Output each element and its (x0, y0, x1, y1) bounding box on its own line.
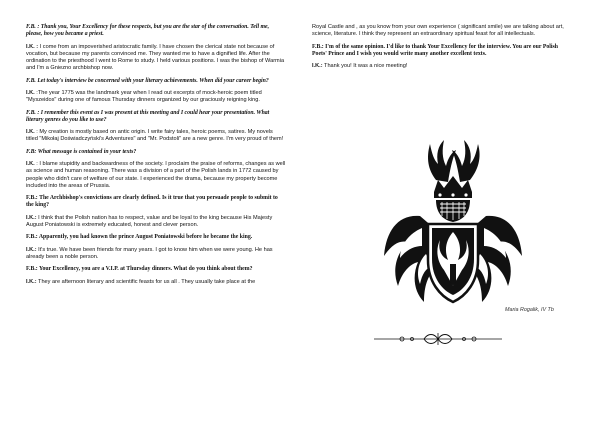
speaker-label: I.K. (26, 161, 35, 168)
interview-paragraph (26, 266, 286, 273)
coat-of-arms-icon (378, 136, 528, 306)
speaker-label: I.K.: (26, 214, 37, 221)
interview-paragraph (312, 24, 574, 38)
interview-paragraph (26, 78, 286, 85)
interview-paragraph (26, 215, 286, 229)
interview-paragraph (26, 44, 286, 73)
speaker-label: F.B. : (26, 24, 40, 30)
speaker-label: I.K.: (26, 246, 37, 253)
paragraph-text: : I remember this event as I was present at this meeting and I could hear your presentation. What literary genres do you like to use? (26, 109, 270, 123)
interview-paragraph (26, 149, 286, 156)
paragraph-text: I come from an impoverished aristocratic family. I have chosen the clerical state not because of vocation, but because my parents convinced me. They wanted me to have a dignified life. After the ordination to the priesthood I went to Rome to study. I held various positions. I was the bishop of Warmia and I'm a Gniezno archbishop now. (26, 43, 285, 72)
speaker-label: F.B: (26, 148, 37, 155)
paragraph-text: I think that the Polish nation has to respect, value and be loyal to the king because His Majesty August Poniatowski is extremely educated, honest and clever person. (26, 214, 273, 228)
interview-paragraph (26, 234, 286, 241)
interview-paragraph (26, 110, 286, 124)
interview-paragraph (26, 24, 286, 38)
paragraph-text: I'm of the same opinion. I'd like to thank Your Excellency for the interview. You are our Polish Poets' Prince and I wish you would write many another excellent texts. (312, 43, 558, 57)
interview-paragraph (26, 90, 286, 104)
interview-paragraph (312, 44, 574, 58)
speaker-label: I.K.: (312, 63, 323, 70)
paragraph-text: :The year 1775 was the landmark year when I read out excerpts of mock-heroic poem titled "Myszeidos" during one of famous Thursday dinners organized by our graciously reigning king. (26, 89, 262, 104)
interview-right-column (312, 24, 574, 76)
interview-paragraph (26, 161, 286, 190)
interview-paragraph (312, 63, 574, 70)
paragraph-text: : I blame stupidity and backwardness of the society. I proclaim the praise of reforms, changes as well as science and human reasoning. There was a division of a part of the Polish lands in 1772 caused by people who didn't care of welfare of our state. I experienced the drama, because my property become included into the areas of Prussia. (26, 161, 286, 189)
illustration-caption: Maria Rogalik, IV Tb (505, 307, 554, 313)
paragraph-text: Royal Castle and , as you know from your own experience ( significant smile) we are talking about art, science, literature. I think they represent an extraordinary spiritual feast for all intellectuals. (312, 24, 564, 38)
speaker-label: F.B.: (312, 43, 324, 50)
ornamental-divider-icon (372, 332, 504, 346)
paragraph-text: The Archbishop's convictions are clearly defined. Is it true that you persuade people to submit to the king? (26, 195, 278, 209)
paragraph-text: They are afternoon literary and scientific feasts for us all . They usually take place at the (38, 278, 256, 285)
speaker-label: I.K. : (26, 43, 39, 50)
interview-paragraph (26, 279, 286, 286)
speaker-label: I.K. (26, 89, 35, 96)
paragraph-text: Thank you, Your Excellency for these respects, but you are the star of the conversation. Tell me, please, how you became a priest. (26, 24, 270, 38)
speaker-label: I.K.: (26, 278, 37, 285)
paragraph-text: Apparently, you had known the prince August Poniatowski before he became the king. (38, 234, 253, 241)
paragraph-text: Let today's interview be concerned with your literary achievements. When did your career begin? (37, 77, 269, 84)
speaker-label: I.K. (26, 129, 35, 136)
paragraph-text: Your Excellency, you are a V.I.P. at Thursday dinners. What do you think about them? (38, 266, 253, 273)
paragraph-text: Thank you! It was a nice meeting! (324, 63, 408, 70)
speaker-label: F.B.: (26, 195, 38, 202)
interview-left-column (26, 24, 286, 291)
paragraph-text: : My creation is mostly based on antic origin. I write fairy tales, heroic poems, satires. My novels titled "Mikołaj Doświadczyński's Adventures" and "Mr. Podstoli" are a new genre. I'm very proud of them! (26, 129, 284, 143)
speaker-label: F.B. (26, 109, 36, 116)
interview-paragraph (26, 247, 286, 261)
speaker-label: F.B.: (26, 234, 38, 241)
speaker-label: F.B. (26, 77, 36, 84)
paragraph-text: It's true. We have been friends for many years. I got to know him when we were young. He has already been a noble person. (26, 246, 273, 260)
speaker-label: F.B.: (26, 266, 38, 273)
paragraph-text: What message is contained in your texts? (37, 148, 137, 155)
interview-paragraph (26, 129, 286, 143)
interview-paragraph (26, 195, 286, 209)
